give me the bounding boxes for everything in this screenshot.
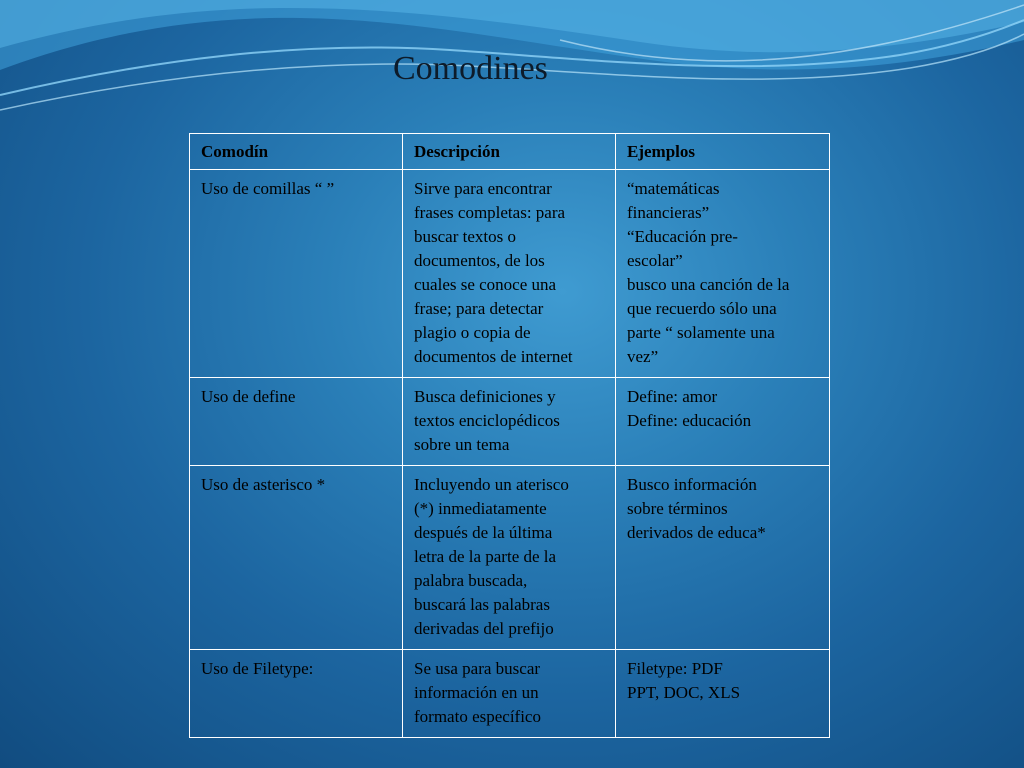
cell-wildcard: Uso de define xyxy=(190,378,403,466)
text-line: financieras” xyxy=(627,203,710,222)
text-line: información en un xyxy=(414,683,539,702)
text-line: documentos, de los xyxy=(414,251,545,270)
text-line: que recuerdo sólo una xyxy=(627,299,777,318)
text-line: Define: educación xyxy=(627,411,752,430)
header-examples: Ejemplos xyxy=(616,134,830,170)
cell-description xyxy=(403,650,616,738)
cell-examples xyxy=(616,378,830,466)
cell-wildcard: Uso de asterisco * xyxy=(190,466,403,650)
text-line: formato específico xyxy=(414,707,541,726)
table-row xyxy=(190,466,830,650)
cell-wildcard: Uso de comillas “ ” xyxy=(190,170,403,378)
text-line: (*) inmediatamente xyxy=(414,499,547,518)
text-line: escolar” xyxy=(627,251,683,270)
cell-description xyxy=(403,170,616,378)
text-line: documentos de internet xyxy=(414,347,573,366)
text-line: Define: amor xyxy=(627,387,718,406)
text-line: derivados de educa* xyxy=(627,523,766,542)
text-line: buscar textos o xyxy=(414,227,516,246)
header-description: Descripción xyxy=(403,134,616,170)
text-line: palabra buscada, xyxy=(414,571,528,590)
text-line: frases completas: para xyxy=(414,203,566,222)
text-line: sobre términos xyxy=(627,499,728,518)
cell-description xyxy=(403,466,616,650)
cell-examples xyxy=(616,650,830,738)
text-line: PPT, DOC, XLS xyxy=(627,683,741,702)
header-wildcard: Comodín xyxy=(190,134,403,170)
text-line: Busco información xyxy=(627,475,757,494)
cell-examples xyxy=(616,466,830,650)
text-line: buscará las palabras xyxy=(414,595,550,614)
text-line: letra de la parte de la xyxy=(414,547,557,566)
text-line: vez” xyxy=(627,347,659,366)
slide-title: Comodines xyxy=(393,50,548,87)
table-row xyxy=(190,170,830,378)
text-line: Incluyendo un aterisco xyxy=(414,475,569,494)
text-line: cuales se conoce una xyxy=(414,275,557,294)
wildcards-table-container xyxy=(189,133,829,738)
text-line: sobre un tema xyxy=(414,435,510,454)
text-line: “Educación pre- xyxy=(627,227,738,246)
text-line: parte “ solamente una xyxy=(627,323,775,342)
text-line: Filetype: PDF xyxy=(627,659,723,678)
text-line: busco una canción de la xyxy=(627,275,790,294)
table-header-row xyxy=(190,134,830,170)
text-line: frase; para detectar xyxy=(414,299,544,318)
wildcards-table xyxy=(189,133,830,738)
cell-wildcard: Uso de Filetype: xyxy=(190,650,403,738)
table-row xyxy=(190,378,830,466)
text-line: Busca definiciones y xyxy=(414,387,556,406)
text-line: “matemáticas xyxy=(627,179,720,198)
text-line: textos enciclopédicos xyxy=(414,411,560,430)
text-line: derivadas del prefijo xyxy=(414,619,554,638)
text-line: después de la última xyxy=(414,523,553,542)
table-row xyxy=(190,650,830,738)
text-line: Sirve para encontrar xyxy=(414,179,552,198)
cell-description xyxy=(403,378,616,466)
cell-examples xyxy=(616,170,830,378)
text-line: plagio o copia de xyxy=(414,323,531,342)
text-line: Se usa para buscar xyxy=(414,659,541,678)
